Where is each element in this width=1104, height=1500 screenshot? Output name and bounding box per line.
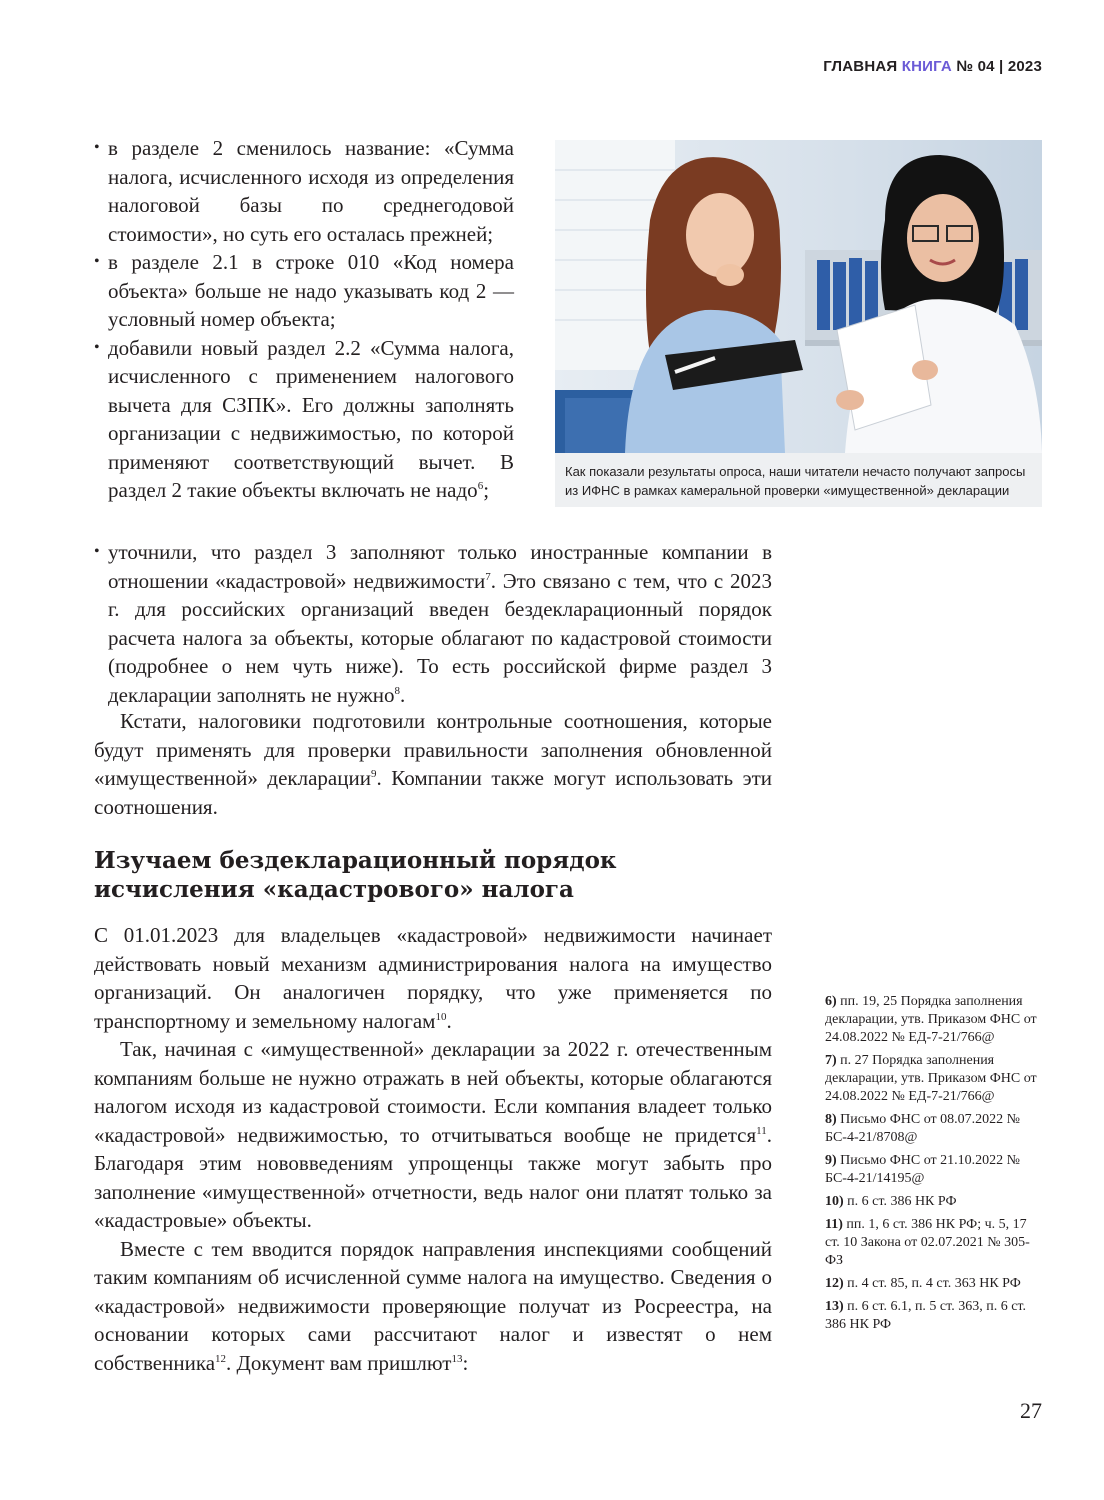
footnote: 7) п. 27 Порядка заполнения декларации, утв. Приказом ФНС от 24.08.2022 № ЕД-7-21/766@	[825, 1053, 1037, 1104]
footnote: 8) Письмо ФНС от 08.07.2022 № БС-4-21/8708@	[825, 1112, 1021, 1145]
page-number: 27	[1020, 1398, 1042, 1423]
paragraph-control-ratios: Кстати, налоговики подготовили контрольные соотношения, которые будут применять для проверки правильности заполнения обновленной «имущественной» декларации$^9$. Компании также могут использовать эти соотношения.	[94, 709, 773, 819]
top-bullet-list	[94, 134, 514, 505]
brand-name-accent: КНИГА	[901, 58, 952, 75]
paragraph: С 01.01.2023 для владельцев «кадастровой» недвижимости начинает действовать новый механизм администрирования налога на имущество организаций. Он аналогичен порядку, что уже применяется по транспортному и земельному налогам$^{10}$.	[94, 923, 772, 1033]
office-photo	[555, 140, 1042, 453]
footnote-ref[interactable]: 6	[477, 480, 484, 492]
footnote-ref[interactable]: 11	[756, 1124, 767, 1137]
two-women-reviewing-documents-illustration	[555, 140, 1042, 453]
photo-figure	[555, 140, 1042, 507]
footnotes	[825, 993, 1040, 1339]
footnote-ref[interactable]: 8	[394, 684, 400, 697]
footnote: 11) пп. 1, 6 ст. 386 НК РФ; ч. 5, 17 ст. 10 Закона от 02.07.2021 № 305-ФЗ	[825, 1217, 1030, 1268]
section-body	[94, 921, 772, 1377]
footnote: 10) п. 6 ст. 386 НК РФ	[825, 1194, 957, 1209]
footnote-ref[interactable]: 10	[435, 1010, 447, 1023]
footnote: 13) п. 6 ст. 6.1, п. 5 ст. 363, п. 6 ст. 386 НК РФ	[825, 1299, 1026, 1332]
masthead	[823, 58, 1042, 75]
paragraph: Так, начиная с «имущественной» декларации за 2022 г. отечественным компаниям больше не нужно отражать в ней объекты, которые облагаются налогом исходя из кадастровой стоимости. Если компания владеет только «кадастровой» недвижимостью, то отчитываться вообще не придется$^{11}$. Благодаря этим нововведениям упрощенцы также могут забыть про заполнение «имущественной» отчетности, ведь налог они платят только за «кадастровые» объекты.	[94, 1037, 772, 1232]
footnote: 6) пп. 19, 25 Порядка заполнения декларации, утв. Приказом ФНС от 24.08.2022 № ЕД-7-21/766@	[825, 994, 1037, 1045]
section-heading: Изучаем бездекларационный порядок исчисления «кадастрового» налога	[94, 847, 617, 903]
footnote-ref[interactable]: 12	[215, 1352, 227, 1365]
brand-name: ГЛАВНАЯ	[823, 58, 898, 75]
bullet-item: • уточнили, что раздел 3 заполняют только иностранные компании в отношении «кадастровой» недвижимости$^7$. Это связано с тем, что с 2023 г. для российских организаций введен бездекларационный порядок расчета налога за объекты, которые облагают по кадастровой стоимости (подробнее о нем чуть ниже). То есть российской фирме раздел 3 декларации заполнять не нужно$^8$.	[94, 538, 772, 709]
bullet-item: • добавили новый раздел 2.2 «Сумма налога, исчисленного с применением налогового вычета для СЗПК». Его должны заполнять организации с недвижимостью, по которой применяют соответствующий вычет. В раздел 2 такие объекты включать не надо$^6$;	[94, 334, 514, 505]
paragraph: Вместе с тем вводится порядок направления инспекциями сообщений таким компаниям об исчисленной сумме налога на имущество. Сведения о «кадастровой» недвижимости проверяющие получат из Росреестра, на основании которых сами рассчитают налог и известят о нем собственника$^{12}$. Документ вам пришлют$^{13}$:	[94, 1236, 772, 1375]
footnote-ref[interactable]: 9	[370, 768, 377, 780]
footnote-ref[interactable]: 7	[485, 570, 491, 583]
footnote: 9) Письмо ФНС от 21.10.2022 № БС-4-21/14195@	[825, 1153, 1021, 1186]
footnote: 12) п. 4 ст. 85, п. 4 ст. 363 НК РФ	[825, 1276, 1021, 1291]
issue-number: № 04 | 2023	[956, 58, 1042, 75]
bullet-item: • в разделе 2 сменилось название: «Сумма налога, исчисленного исходя из определения налоговой базы по среднегодовой стоимости», но суть его осталась прежней;	[94, 134, 514, 248]
photo-caption: Как показали результаты опроса, наши читатели нечасто получают запросы из ИФНС в рамках камеральной проверки «имущественной» декларации	[565, 464, 1026, 498]
wide-bullet-list	[94, 538, 772, 709]
bullet-item: • в разделе 2.1 в строке 010 «Код номера объекта» больше не надо указывать код 2 — условный номер объекта;	[94, 248, 514, 334]
footnote-ref[interactable]: 13	[451, 1352, 463, 1365]
